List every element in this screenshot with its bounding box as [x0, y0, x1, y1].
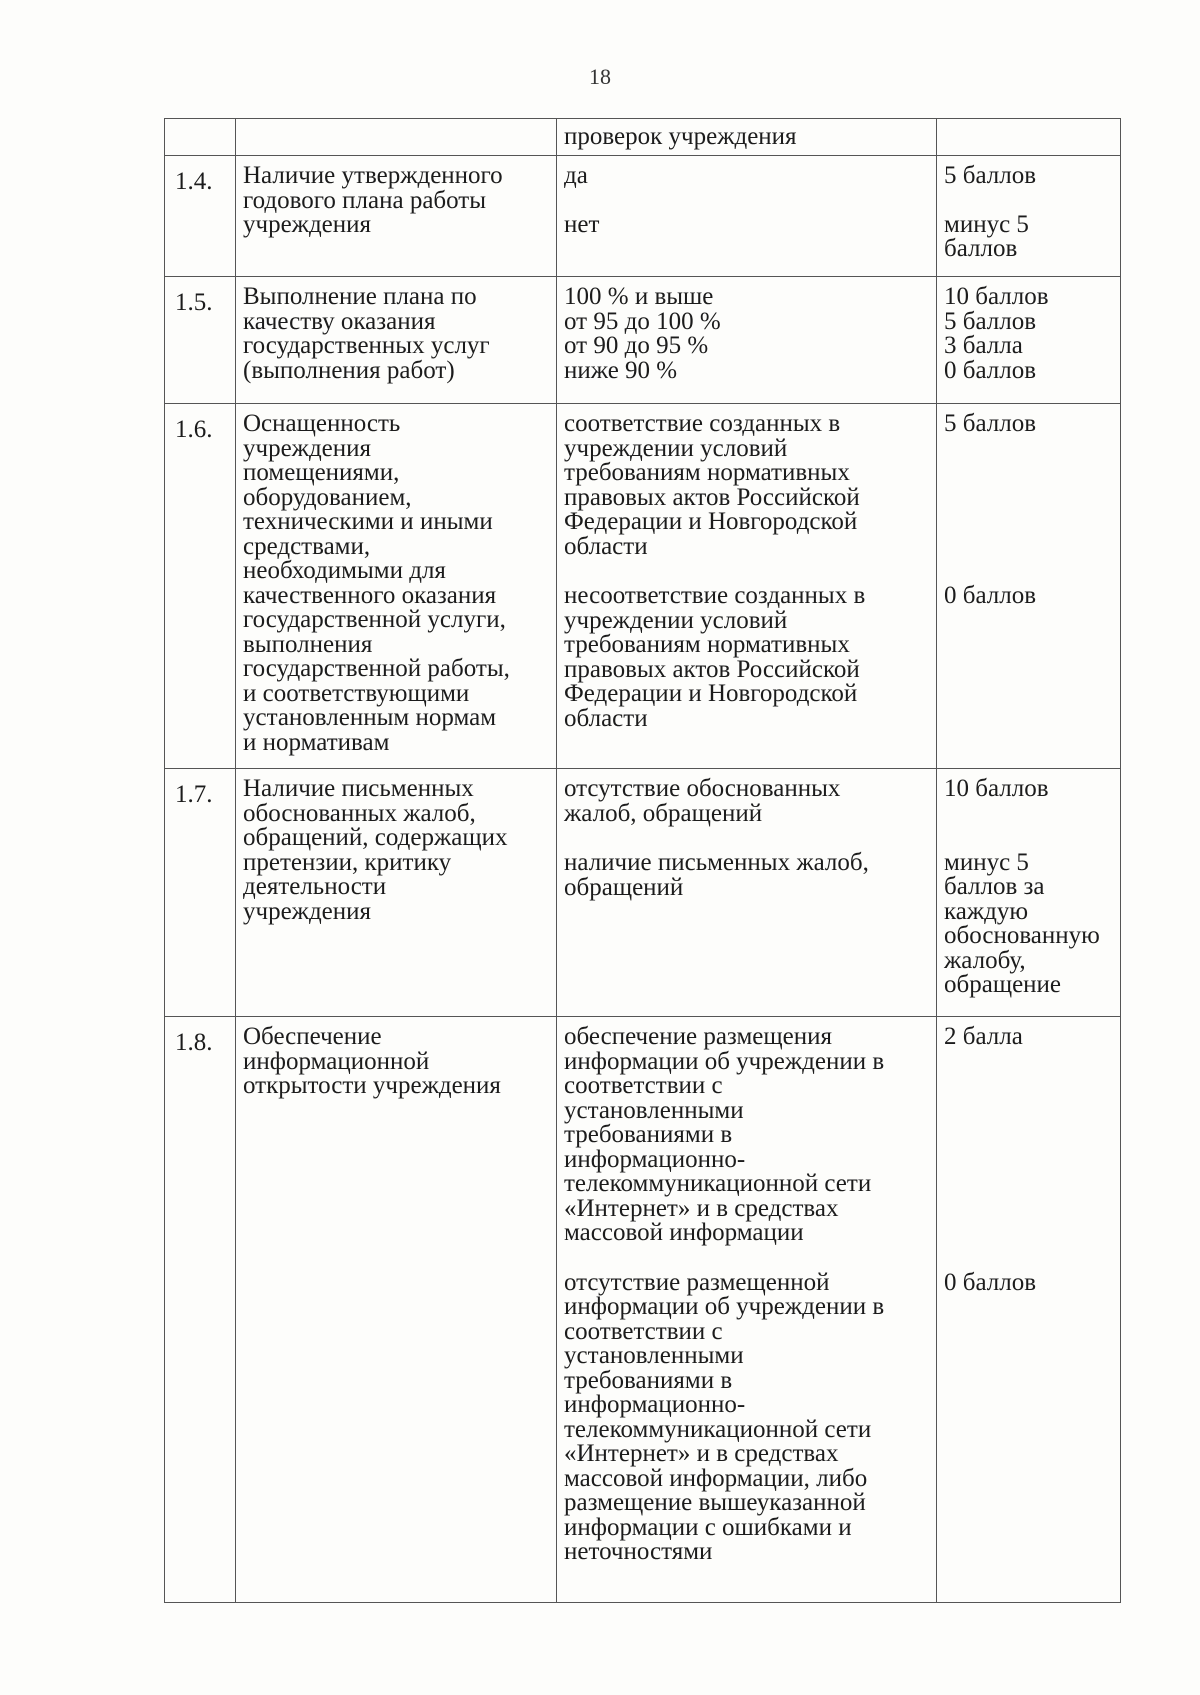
row-number: 1.7.	[165, 769, 236, 1017]
condition-text: обеспечение размещения информации об учреждении в соответствии с установленными требованиями в информационно- телекоммуникационной сети «Интернет» и в средствах массовой информации	[564, 1023, 885, 1246]
criterion-name: Наличие письменных обоснованных жалоб, обращений, содержащих претензии, критику деятельности учреждения	[243, 775, 508, 925]
score-text: минус 5 баллов за каждую обоснованную жалобу, обращение	[944, 848, 1100, 998]
condition-cell	[557, 277, 937, 404]
name-cell	[236, 277, 557, 404]
name-cell	[236, 404, 557, 769]
score-text: 10 баллов	[944, 775, 1049, 802]
condition-text: да	[564, 162, 588, 189]
condition-text: несоответствие созданных в учреждении условий требованиям нормативных правовых актов Российской Федерации и Новгородской области	[564, 582, 866, 732]
score-cell	[937, 404, 1121, 769]
criterion-name: Наличие утвержденного годового плана работы учреждения	[243, 162, 503, 238]
row-number: 1.5.	[165, 277, 236, 404]
score-text: 0 баллов	[944, 581, 1037, 609]
condition-cell	[557, 1017, 937, 1603]
condition-cell	[557, 769, 937, 1017]
criterion-name: Выполнение плана по качеству оказания государственных услуг (выполнения работ)	[243, 283, 490, 384]
name-cell	[236, 156, 557, 277]
condition-text: отсутствие обоснованных жалоб, обращений	[564, 775, 841, 827]
row-number: 1.4.	[165, 156, 236, 277]
criteria-table	[164, 118, 1121, 1603]
table-row-1-5	[165, 277, 1121, 404]
table-row-1-6	[165, 404, 1121, 769]
score-text: 0 баллов	[944, 1268, 1037, 1296]
table-row-continuation	[165, 119, 1121, 156]
score-text: минус 5 баллов	[944, 210, 1029, 262]
name-cell	[236, 769, 557, 1017]
condition-text: 100 % и выше от 95 до 100 % от 90 до 95 % ниже 90 %	[564, 283, 721, 384]
score-cell	[937, 769, 1121, 1017]
condition-cell	[557, 404, 937, 769]
score-text: 5 баллов	[944, 162, 1037, 189]
page-number: 18	[589, 64, 611, 89]
score-cell	[937, 277, 1121, 404]
name-cell	[236, 119, 557, 156]
num-cell	[165, 119, 236, 156]
condition-text: проверок учреждения	[564, 123, 797, 150]
criterion-name: Оснащенность учреждения помещениями, оборудованием, техническими и иными средствами, необходимыми для качественного оказания государственной услуги, выполнения государственной работы, и соответствующими установленным нормам и нормативам	[243, 410, 510, 756]
score-cell	[937, 119, 1121, 156]
score-cell	[937, 1017, 1121, 1603]
condition-cell	[557, 156, 937, 277]
condition-text: наличие письменных жалоб, обращений	[564, 849, 869, 901]
name-cell	[236, 1017, 557, 1603]
score-text: 2 балла	[944, 1023, 1023, 1050]
condition-cell	[557, 119, 937, 156]
table-row-1-7	[165, 769, 1121, 1017]
condition-text: соответствие созданных в учреждении условий требованиям нормативных правовых актов Российской Федерации и Новгородской области	[564, 410, 860, 560]
score-cell	[937, 156, 1121, 277]
row-number: 1.8.	[165, 1017, 236, 1603]
condition-text: отсутствие размещенной информации об учреждении в соответствии с установленными требованиями в информационно- телекоммуникационной сети «Интернет» и в средствах массовой информации, либо размещение вышеуказанной информации с ошибками и неточностями	[564, 1268, 885, 1565]
criterion-name: Обеспечение информационной открытости учреждения	[243, 1023, 501, 1099]
score-text: 10 баллов 5 баллов 3 балла 0 баллов	[944, 283, 1049, 384]
score-text: 5 баллов	[944, 410, 1037, 437]
row-number: 1.6.	[165, 404, 236, 769]
table-row-1-4	[165, 156, 1121, 277]
condition-text: нет	[564, 210, 600, 238]
table-row-1-8	[165, 1017, 1121, 1603]
